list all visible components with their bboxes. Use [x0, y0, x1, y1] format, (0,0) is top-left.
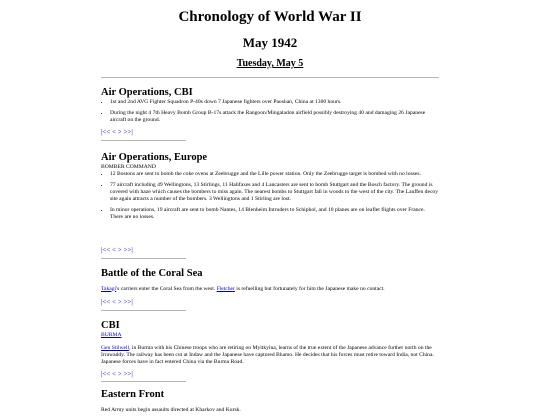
nav-next-link[interactable]: >	[117, 128, 122, 136]
month-heading: May 1942	[242, 35, 298, 50]
item-list	[101, 99, 439, 124]
section-air-operations-cbi	[101, 87, 439, 128]
item-list	[101, 171, 439, 221]
nav-bar	[101, 128, 133, 136]
burma-link[interactable]: BURMA	[101, 332, 122, 338]
divider	[101, 310, 186, 311]
nav-first-link[interactable]: |<<	[101, 246, 111, 254]
nav-prev-link[interactable]: <	[112, 246, 116, 254]
section-eastern-front	[101, 389, 439, 419]
nav-first-link[interactable]: |<<	[101, 370, 111, 378]
takagi-link[interactable]: Takagi	[101, 285, 117, 292]
nav-bar	[101, 298, 133, 306]
section-cbi	[101, 320, 439, 371]
nav-last-link[interactable]: >>|	[123, 246, 133, 254]
section-battle-of-the-coral-sea	[101, 268, 439, 298]
list-item: • 12 Bostons are sent to bomb the coke ovens at Zeebrugge and the Lille power station. Only the Zeebrugge target is bombed with no losses.	[110, 171, 439, 178]
section-title: Battle of the Coral Sea	[101, 268, 203, 279]
list-item: • 77 aircraft including 49 Wellingtons, 13 Stirlings, 11 Halifaxes and 4 Lancasters are sent to bomb Stuttgart and the Bosch factory. The ground is covered with haze which causes the bombers to miss again. The nearest bombs to Stuttgart fall in woods to the west of the city. The Lauffen decoy site again attracts a number of the bombers. 3 Wellingtons and 1 Stirling are lost.	[110, 182, 439, 203]
page-title: Chronology of World War II	[178, 9, 362, 25]
nav-prev-link[interactable]: <	[112, 298, 116, 306]
divider	[101, 381, 186, 382]
stilwell-link[interactable]: Gen Stilwell	[101, 344, 130, 351]
fletcher-link[interactable]: Fletcher	[216, 285, 235, 292]
nav-first-link[interactable]: |<<	[101, 298, 111, 306]
section-text: Takagi's carriers enter the Coral Sea from the west. Fletcher is refuelling but fortunately for him the Japanese make no contact.	[101, 285, 385, 292]
nav-last-link[interactable]: >>|	[123, 370, 133, 378]
section-title: CBI	[101, 320, 120, 331]
subheading: BOMBER COMMAND	[101, 164, 156, 170]
nav-prev-link[interactable]: <	[112, 370, 116, 378]
nav-prev-link[interactable]: <	[112, 128, 116, 136]
section-text: Red Army units begin assaults directed at Kharkov and Kursk.	[101, 406, 241, 413]
nav-first-link[interactable]: |<<	[101, 128, 111, 136]
nav-next-link[interactable]: >	[117, 298, 122, 306]
nav-bar	[101, 246, 133, 254]
section-title: Air Operations, Europe	[101, 152, 208, 163]
nav-next-link[interactable]: >	[117, 246, 122, 254]
list-item: • During the night 4 7th Heavy Bomb Group B-17s attack the Rangoon/Mingaladon airfield possibly destroying 40 and damaging 26 Japanese aircraft on the ground.	[110, 110, 439, 124]
subheading	[101, 332, 439, 339]
nav-bar	[101, 370, 133, 378]
section-air-operations-europe	[101, 152, 439, 225]
section-title: Air Operations, CBI	[101, 87, 193, 98]
list-item: • In minor operations, 19 aircraft are sent to bomb Nantes, 14 Blenheim Intruders to Schiphol, and 10 planes are on leaflet flights over France. There are no losses.	[110, 207, 439, 221]
nav-last-link[interactable]: >>|	[123, 298, 133, 306]
divider	[101, 77, 439, 78]
section-title: Eastern Front	[101, 389, 165, 400]
list-item: • 1st and 2nd AVG Fighter Squadron P-40s down 7 Japanese fighters over Paoshan, China at 1300 hours.	[110, 99, 439, 106]
nav-next-link[interactable]: >	[117, 370, 122, 378]
section-text: Gen Stilwell, in Burma with his Chinese troops who are retiring on Myitkyina, learns of the true extent of the Japanese advance further north on the Irrawaddy. The railway has been cut at Indaw and the Japanese have captured Bhamo. He decides that his forces must retire toward India, not China. Japanese forces have in fact entered China via the Burma Road.	[101, 344, 434, 365]
nav-last-link[interactable]: >>|	[123, 128, 133, 136]
divider	[101, 140, 186, 141]
date-heading: Tuesday, May 5	[236, 58, 304, 69]
divider	[101, 258, 186, 259]
